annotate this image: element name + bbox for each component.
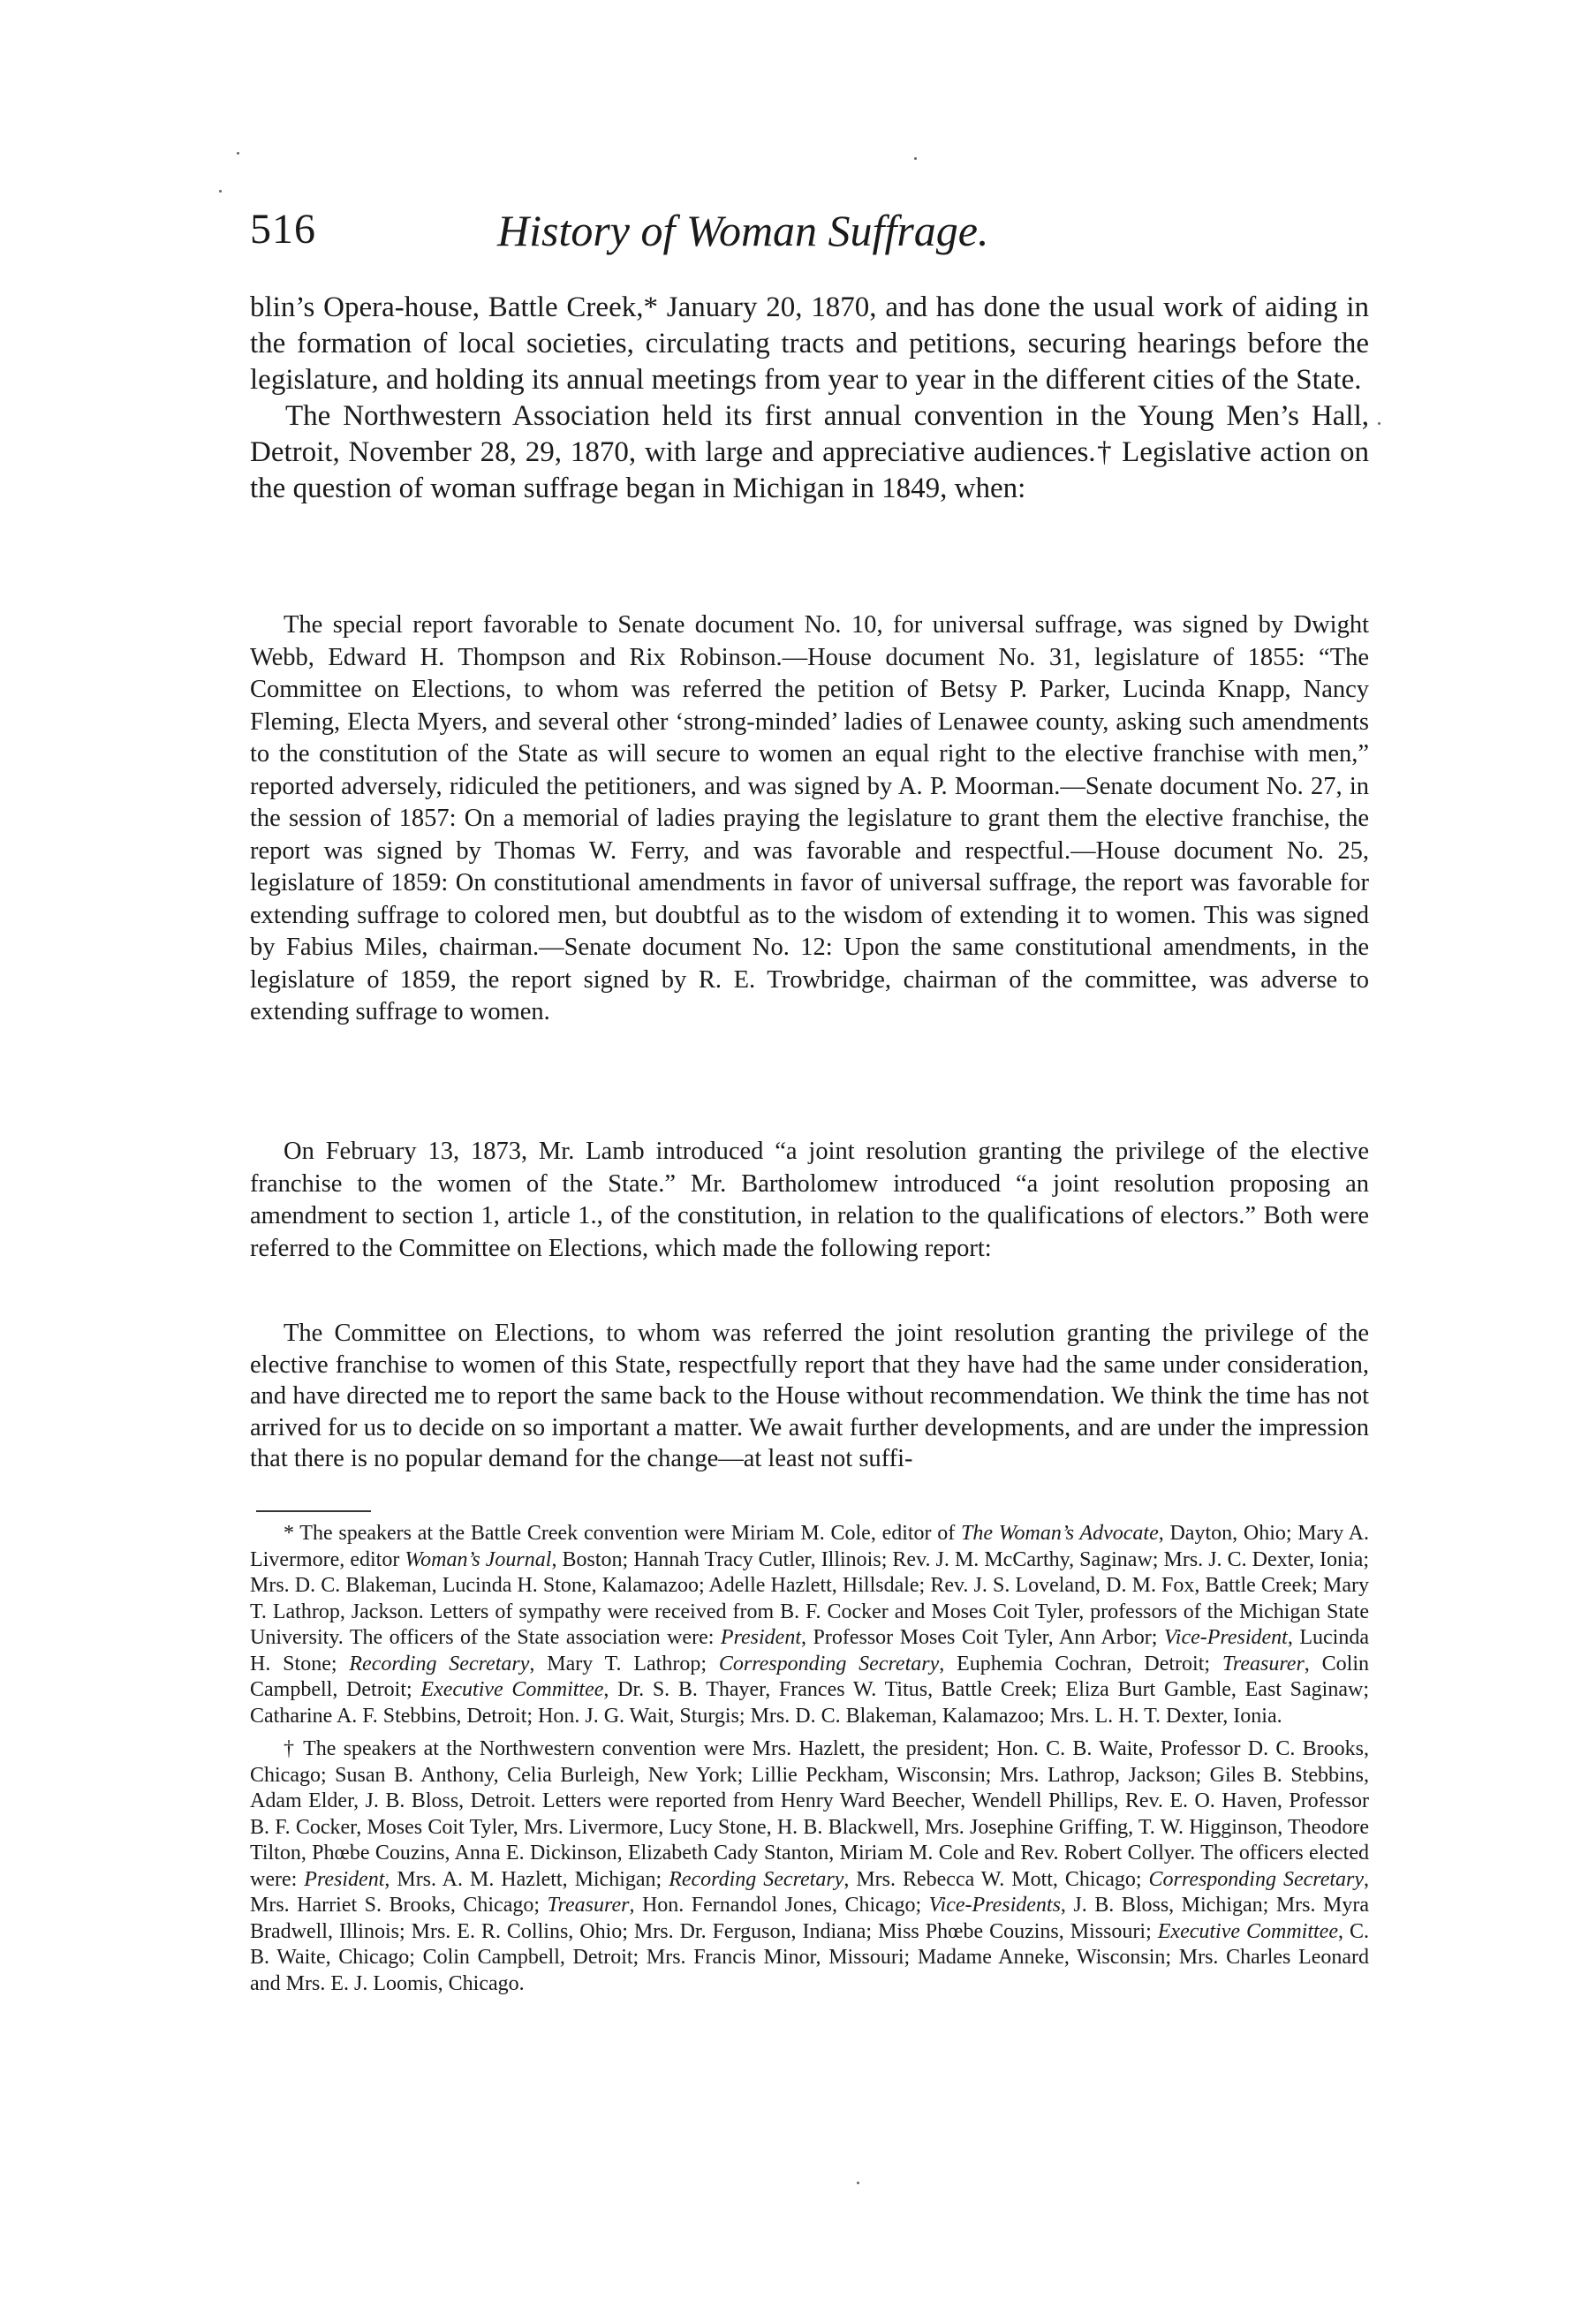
legislative-extract — [250, 609, 1369, 1029]
extract-paragraph: The special report favorable to Senate document No. 10, for universal suffrage, was signed by Dwight Webb, Edward H. Thompson and Rix Robinson.—House document No. 31, legislature of 1855: “The Committee on Elections, to whom was referred the petition of Betsy P. Parker, Lucinda Knapp, Nancy Fleming, Electa Myers, and several other ‘strong-minded’ ladies of Lenawee county, asking such amendments to the constitution of the State as will secure to women an equal right to the elective franchise with men,” reported adversely, ridiculed the petitioners, and was signed by A. P. Moorman.—Senate document No. 27, in the session of 1857: On a memorial of ladies praying the legislature to grant them the elective franchise, the report was signed by Thomas W. Ferry, and was favorable and respectful.—House document No. 25, legislature of 1859: On constitutional amendments in favor of universal suffrage, the report was favorable for extending suffrage to colored men, but doubtful as to the wisdom of extending it to women. This was signed by Fabius Miles, chairman.—Senate document No. 12: Upon the same constitutional amendments, in the legislature of 1859, the report signed by R. E. Trowbridge, chairman of the committee, was adverse to extending suffrage to women. — [250, 611, 1369, 1025]
mid-paragraph: On February 13, 1873, Mr. Lamb introduced “a joint resolution granting the privilege of the elective franchise to the women of the State.” Mr. Bartholomew introduced “a joint resolution proposing an amendment to section 1, article 1., of the constitution, in relation to the qualifications of electors.” Both were referred to the Committee on Elections, which made the following report: — [250, 1138, 1369, 1262]
footnote-1: * The speakers at the Battle Creek convention were Miriam M. Cole, editor of The Woman’s Advocate, Dayton, Ohio; Mary A. Livermore, editor Woman’s Journal, Boston; Hannah Tracy Cutler, Illinois; Rev. J. M. McCarthy, Saginaw; Mrs. J. C. Dexter, Ionia; Mrs. D. C. Blakeman, Lucinda H. Stone, Kalamazoo; Adelle Hazlett, Hillsdale; Rev. J. S. Loveland, D. M. Fox, Battle Creek; Mary T. Lathrop, Jackson. Letters of sympathy were received from B. F. Cocker and Moses Coit Tyler, professors of the Michigan State University. The officers of the State association were: President, Professor Moses Coit Tyler, Ann Arbor; Vice-President, Lucinda H. Stone; Recording Secretary, Mary T. Lathrop; Corresponding Secretary, Euphemia Cochran, Detroit; Treasurer, Colin Campbell, Detroit; Executive Committee, Dr. S. B. Thayer, Frances W. Titus, Battle Creek; Eliza Burt Gamble, East Saginaw; Catharine A. F. Stebbins, Detroit; Hon. J. G. Wait, Sturgis; Mrs. D. C. Blakeman, Kalamazoo; Mrs. L. H. T. Dexter, Ionia. — [250, 1522, 1370, 1728]
body-paragraph: blin’s Opera-house, Battle Creek,* January 20, 1870, and has done the usual work of aiding in the formation of local societies, circulating tracts and petitions, securing hearings before the legislature, and holding its annual meetings from year to year in the different cities of the State. — [250, 291, 1369, 396]
ink-speck — [219, 190, 222, 193]
footnote-2: † The speakers at the Northwestern convention were Mrs. Hazlett, the president; Hon. C. B. Waite, Professor D. C. Brooks, Chicago; Susan B. Anthony, Celia Burleigh, New York; Lillie Peckham, Wisconsin; Mrs. Lathrop, Jackson; Giles B. Stebbins, Adam Elder, J. B. Bloss, Detroit. Letters were reported from Henry Ward Beecher, Wendell Phillips, Rev. E. O. Haven, Professor B. F. Cocker, Moses Coit Tyler, Mrs. Livermore, Lucy Stone, H. B. Blackwell, Mrs. Josephine Griffing, T. W. Higginson, Theodore Tilton, Phœbe Couzins, Anna E. Dickinson, Elizabeth Cady Stanton, Miriam M. Cole and Rev. Robert Collyer. The officers elected were: President, Mrs. A. M. Hazlett, Michigan; Recording Secretary, Mrs. Rebecca W. Mott, Chicago; Corresponding Secretary, Mrs. Harriet S. Brooks, Chicago; Treasurer, Hon. Fernandol Jones, Chicago; Vice-Presidents, J. B. Bloss, Michigan; Mrs. Myra Bradwell, Illinois; Mrs. E. R. Collins, Ohio; Mrs. Dr. Ferguson, Indiana; Miss Phœbe Couzins, Missouri; Executive Committee, C. B. Waite, Chicago; Colin Campbell, Detroit; Mrs. Francis Minor, Missouri; Madame Anneke, Wisconsin; Mrs. Charles Leonard and Mrs. E. J. Loomis, Chicago. — [250, 1737, 1370, 1995]
body-paragraph: The Northwestern Association held its first annual convention in the Young Men’s Hall, Detroit, November 28, 29, 1870, with large and appreciative audiences.† Legislative action on the question of woman suffrage began in Michigan in 1849, when: — [250, 400, 1369, 504]
mid-paragraph-block — [250, 1136, 1369, 1265]
ink-speck — [857, 2182, 859, 2184]
body-paragraphs — [250, 290, 1369, 507]
footnote-rule — [256, 1510, 371, 1512]
running-header — [250, 205, 1380, 267]
page-number: 516 — [250, 206, 316, 253]
report-paragraph: The Committee on Elections, to whom was referred the joint resolution granting the privilege of the elective franchise to women of this State, respectfully report that they have had the same under consideration, and have directed me to report the same back to the House without recommendation. We think the time has not arrived for us to decide on so important a matter. We await further developments, and are under the impression that there is no popular demand for the change—at least not suffi- — [250, 1320, 1369, 1472]
ink-speck — [1378, 422, 1380, 425]
footnotes — [250, 1521, 1369, 1997]
running-title: History of Woman Suffrage. — [497, 206, 989, 255]
ink-speck — [237, 152, 239, 155]
committee-report — [250, 1318, 1369, 1475]
ink-speck — [914, 157, 917, 160]
